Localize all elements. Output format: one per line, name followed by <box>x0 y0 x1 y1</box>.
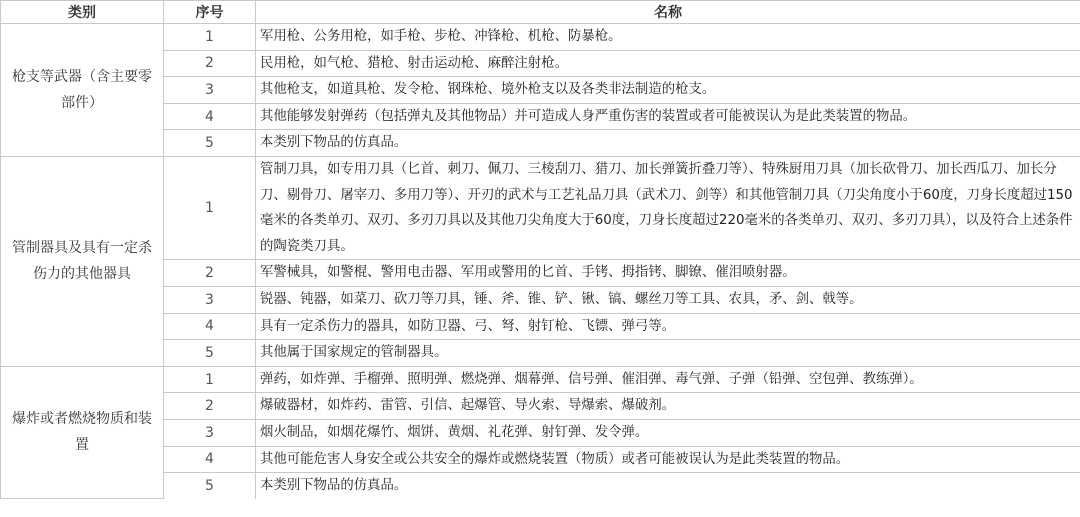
item-name: 其他可能危害人身安全或公共安全的爆炸或燃烧装置（物质）或者可能被误认为是此类装置的物品。 <box>256 446 1080 473</box>
row-number: 2 <box>164 260 256 287</box>
item-name: 民用枪，如气枪、猎枪、射击运动枪、麻醉注射枪。 <box>256 50 1080 77</box>
category-controlled-instruments: 管制器具及具有一定杀伤力的其他器具 <box>1 156 164 366</box>
item-name: 其他属于国家规定的管制器具。 <box>256 340 1080 367</box>
item-name: 军用枪、公务用枪，如手枪、步枪、冲锋枪、机枪、防暴枪。 <box>256 24 1080 51</box>
header-category: 类别 <box>1 1 164 24</box>
item-name: 弹药，如炸弹、手榴弹、照明弹、燃烧弹、烟幕弹、信号弹、催泪弹、毒气弹、子弹（铅弹、空包弹、教练弹）。 <box>256 366 1080 393</box>
row-number: 5 <box>164 340 256 367</box>
row-number: 2 <box>164 393 256 420</box>
item-name: 其他能够发射弹药（包括弹丸及其他物品）并可造成人身严重伤害的装置或者可能被误认为是此类装置的物品。 <box>256 103 1080 130</box>
row-number: 3 <box>164 419 256 446</box>
table-row <box>1 24 1080 51</box>
table-header-row <box>1 1 1080 24</box>
item-name: 本类别下物品的仿真品。 <box>256 130 1080 157</box>
item-name: 锐器、钝器，如菜刀、砍刀等刀具，锤、斧、锥、铲、锹、镐、螺丝刀等工具、农具，矛、剑、戟等。 <box>256 286 1080 313</box>
item-name: 其他枪支，如道具枪、发令枪、钢珠枪、境外枪支以及各类非法制造的枪支。 <box>256 77 1080 104</box>
row-number: 1 <box>164 156 256 259</box>
row-number: 3 <box>164 286 256 313</box>
row-number: 4 <box>164 313 256 340</box>
header-name: 名称 <box>256 1 1080 24</box>
item-name: 爆破器材，如炸药、雷管、引信、起爆管、导火索、导爆索、爆破剂。 <box>256 393 1080 420</box>
item-name: 军警械具，如警棍、警用电击器、军用或警用的匕首、手铐、拇指铐、脚镣、催泪喷射器。 <box>256 260 1080 287</box>
row-number: 5 <box>164 473 256 499</box>
item-name: 具有一定杀伤力的器具，如防卫器、弓、弩、射钉枪、飞镖、弹弓等。 <box>256 313 1080 340</box>
item-name: 管制刀具，如专用刀具（匕首、刺刀、佩刀、三棱刮刀、猎刀、加长弹簧折叠刀等）、特殊厨用刀具（加长砍骨刀、加长西瓜刀、加长分刀、剔骨刀、屠宰刀、多用刀等）、开刃的武术与工艺礼品刀具（武术刀、剑等）和其他管制刀具（刀尖角度小于60度，刀身长度超过150毫米的各类单刃、双刃、多刃刀具以及其他刀尖角度大于60度，刀身长度超过220毫米的各类单刃、双刃、多刃刀具），以及符合上述条件的陶瓷类刀具。 <box>256 156 1080 259</box>
item-name: 本类别下物品的仿真品。 <box>256 473 1080 499</box>
row-number: 2 <box>164 50 256 77</box>
row-number: 1 <box>164 24 256 51</box>
row-number: 4 <box>164 446 256 473</box>
category-firearms: 枪支等武器（含主要零部件） <box>1 24 164 157</box>
item-name: 烟火制品，如烟花爆竹、烟饼、黄烟、礼花弹、射钉弹、发令弹。 <box>256 419 1080 446</box>
category-explosives: 爆炸或者燃烧物质和装置 <box>1 366 164 498</box>
row-number: 1 <box>164 366 256 393</box>
table-row <box>1 156 1080 259</box>
table-row <box>1 366 1080 393</box>
header-number: 序号 <box>164 1 256 24</box>
row-number: 4 <box>164 103 256 130</box>
row-number: 3 <box>164 77 256 104</box>
row-number: 5 <box>164 130 256 157</box>
